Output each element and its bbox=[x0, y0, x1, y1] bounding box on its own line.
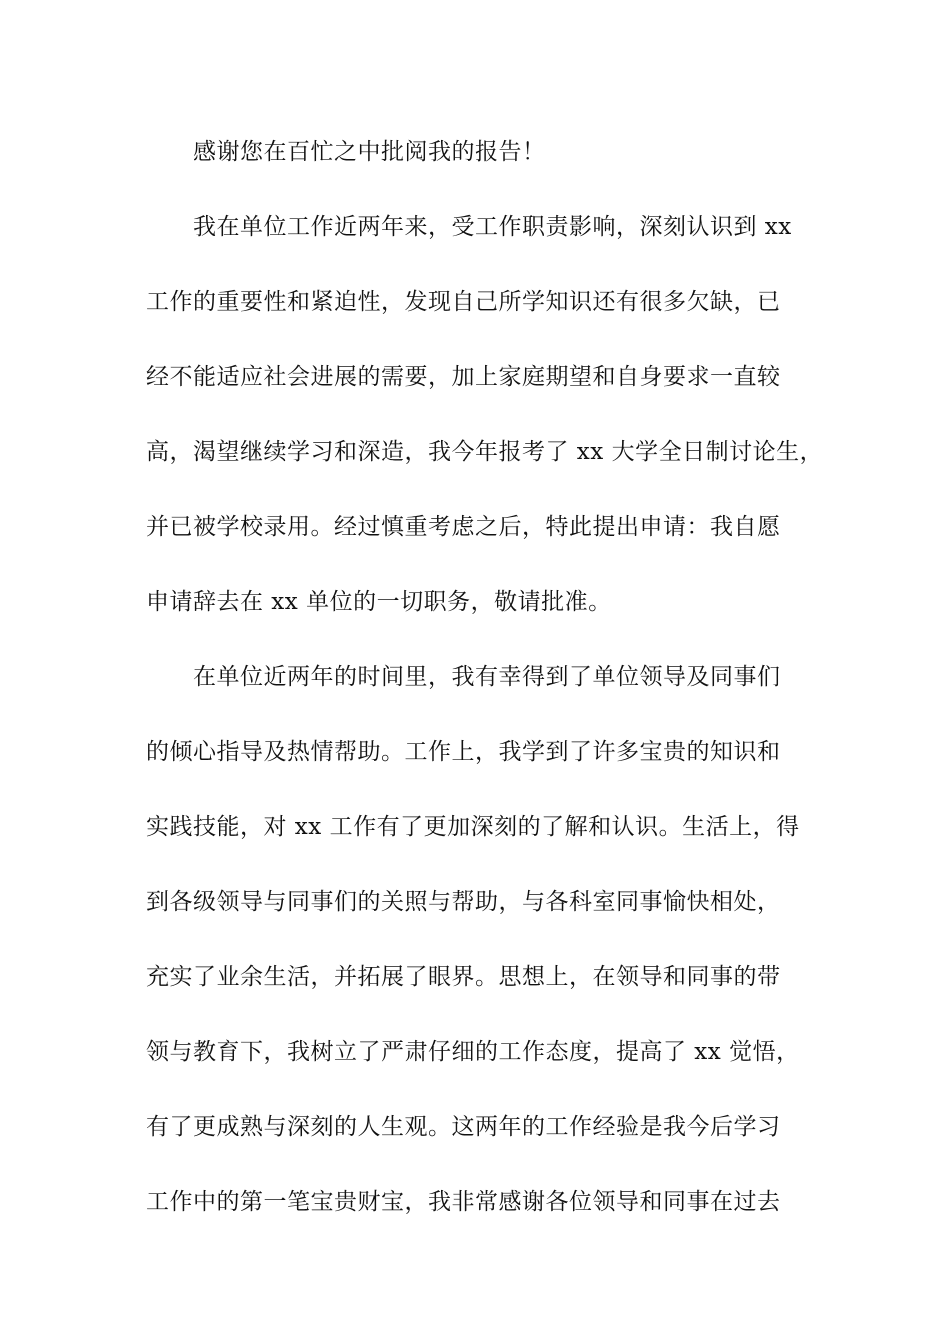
text-line: 高，渴望继续学习和深造，我今年报考了 xx 大学全日制讨论生， bbox=[146, 439, 824, 465]
text-line: 到各级领导与同事们的关照与帮助，与各科室同事愉快相处， bbox=[146, 889, 781, 915]
text-line: 工作的重要性和紧迫性，发现自己所学知识还有很多欠缺，已 bbox=[146, 289, 781, 315]
text-line: 在单位近两年的时间里，我有幸得到了单位领导及同事们 bbox=[193, 664, 781, 690]
text-line: 领与教育下，我树立了严肃仔细的工作态度，提高了 xx 觉悟， bbox=[146, 1039, 800, 1065]
text-line: 感谢您在百忙之中批阅我的报告！ bbox=[193, 139, 546, 165]
text-line: 经不能适应社会进展的需要，加上家庭期望和自身要求一直较 bbox=[146, 364, 781, 390]
text-line: 我在单位工作近两年来，受工作职责影响，深刻认识到 xx bbox=[193, 214, 792, 240]
text-line: 的倾心指导及热情帮助。工作上，我学到了许多宝贵的知识和 bbox=[146, 739, 781, 765]
document-body bbox=[146, 127, 826, 1252]
text-line: 工作中的第一笔宝贵财宝，我非常感谢各位领导和同事在过去 bbox=[146, 1189, 781, 1215]
text-line: 并已被学校录用。经过慎重考虑之后，特此提出申请：我自愿 bbox=[146, 514, 781, 540]
text-line: 充实了业余生活，并拓展了眼界。思想上，在领导和同事的带 bbox=[146, 964, 781, 990]
text-line: 有了更成熟与深刻的人生观。这两年的工作经验是我今后学习 bbox=[146, 1114, 781, 1140]
text-line: 实践技能，对 xx 工作有了更加深刻的了解和认识。生活上，得 bbox=[146, 814, 800, 840]
text-line: 申请辞去在 xx 单位的一切职务，敬请批准。 bbox=[146, 589, 612, 615]
